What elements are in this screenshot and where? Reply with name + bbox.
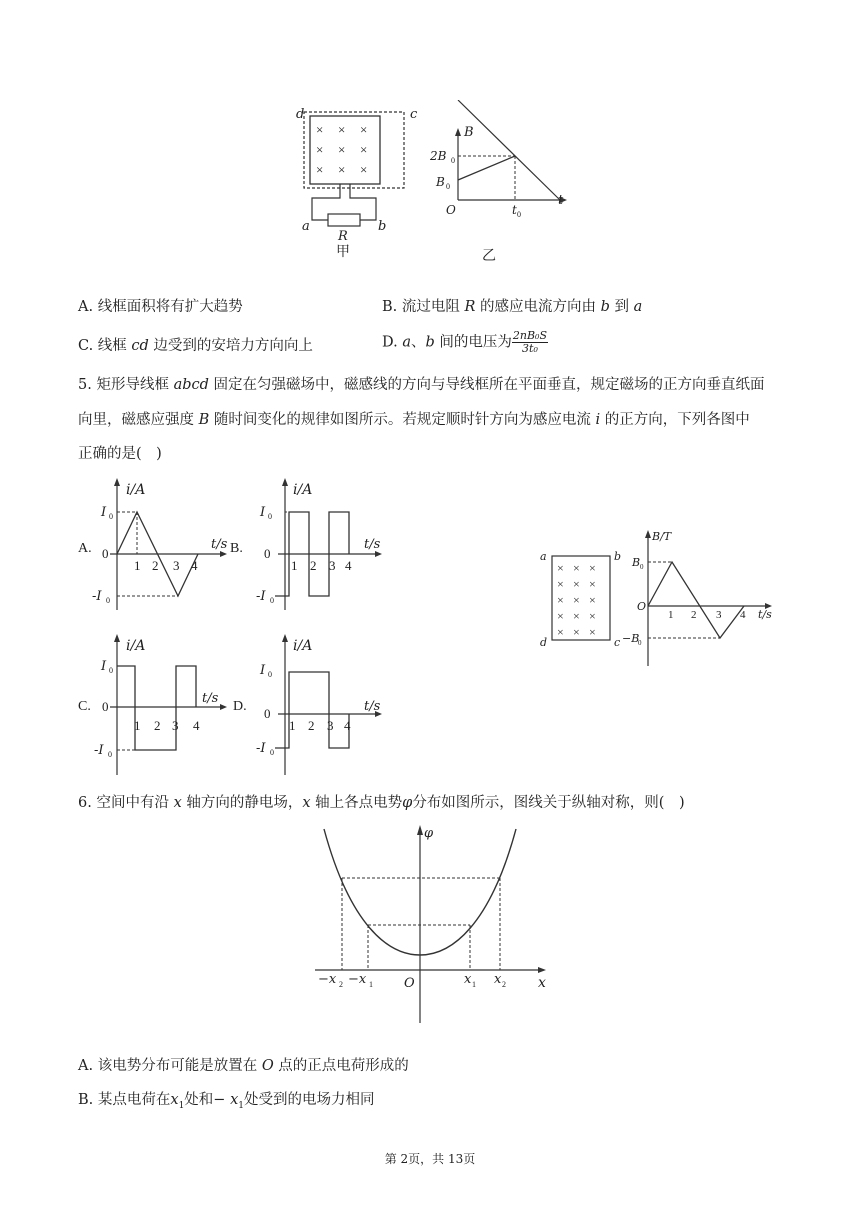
- svg-text:-I: -I: [94, 743, 104, 758]
- label-x1: x: [464, 972, 472, 987]
- svg-text:0: 0: [109, 512, 113, 521]
- figure-jia: [296, 107, 418, 260]
- q5-frame-and-bt-graph: [540, 530, 772, 666]
- svg-text:×: ×: [589, 561, 596, 575]
- svg-text:2: 2: [310, 558, 317, 573]
- q5-stem-line1: 5. 矩形导线框 abcd 固定在匀强磁场中，磁感线的方向与导线框所在平面垂直，规定磁场的正方向垂直纸面: [78, 377, 765, 393]
- svg-text:t/s: t/s: [202, 691, 219, 706]
- svg-text:×: ×: [573, 577, 580, 591]
- svg-text:2: 2: [691, 609, 697, 621]
- label-x: x: [538, 975, 546, 991]
- label-t: t: [558, 193, 564, 208]
- svg-text:2: 2: [339, 980, 343, 989]
- svg-text:×: ×: [338, 142, 346, 157]
- voltage-fraction: $\frac{\text{2nB₀S}}{\text{3t₀}}$: [512, 329, 548, 355]
- label-O: O: [404, 976, 415, 991]
- svg-text:t/s: t/s: [758, 608, 772, 621]
- page-footer: 第 2页，共 13页: [384, 1152, 476, 1166]
- svg-text:0: 0: [108, 750, 112, 759]
- svg-text:4: 4: [345, 558, 352, 573]
- label-B: B: [464, 125, 474, 140]
- svg-text:-I: -I: [256, 741, 266, 756]
- option-label-d: D.: [233, 699, 247, 714]
- label-phi: φ: [424, 826, 434, 841]
- option-label-b: B.: [230, 541, 243, 556]
- label-x2: x: [494, 972, 502, 987]
- svg-text:2: 2: [502, 980, 506, 989]
- svg-text:t/s: t/s: [364, 537, 381, 552]
- label-a: a: [302, 219, 310, 234]
- svg-text:−B: −B: [622, 632, 640, 645]
- svg-text:I: I: [101, 505, 107, 520]
- svg-text:×: ×: [557, 561, 564, 575]
- svg-text:×: ×: [573, 593, 580, 607]
- svg-text:1: 1: [134, 558, 141, 573]
- svg-text:×: ×: [589, 593, 596, 607]
- svg-text:I: I: [101, 659, 107, 674]
- svg-text:×: ×: [360, 142, 368, 157]
- svg-text:1: 1: [369, 980, 373, 989]
- label-B0: B: [436, 175, 445, 189]
- svg-text:×: ×: [557, 609, 564, 623]
- q6-option-b[interactable]: B. 某点电荷在$x_1$处和− $x_1$处受到的电场力相同: [78, 1092, 375, 1111]
- svg-text:4: 4: [191, 558, 198, 573]
- svg-text:i/A: i/A: [293, 638, 313, 654]
- svg-text:1: 1: [289, 718, 296, 733]
- svg-text:×: ×: [316, 142, 324, 157]
- svg-text:×: ×: [589, 609, 596, 623]
- caption-yi: 乙: [482, 249, 496, 264]
- q4-option-a[interactable]: A. 线框面积将有扩大趋势: [78, 299, 243, 315]
- svg-text:t/s: t/s: [364, 699, 381, 714]
- svg-text:b: b: [614, 550, 622, 563]
- svg-text:-I: -I: [256, 589, 266, 604]
- svg-text:×: ×: [338, 122, 346, 137]
- svg-text:×: ×: [557, 593, 564, 607]
- svg-text:×: ×: [573, 561, 580, 575]
- svg-text:t/s: t/s: [211, 537, 228, 552]
- svg-text:3: 3: [172, 718, 179, 733]
- q5-stem-line3: 正确的是( ): [78, 446, 162, 462]
- svg-text:4: 4: [740, 609, 746, 621]
- svg-text:1: 1: [472, 980, 476, 989]
- svg-text:0: 0: [109, 666, 113, 675]
- svg-text:3: 3: [329, 558, 336, 573]
- label-t0: t: [512, 203, 517, 217]
- svg-text:3: 3: [173, 558, 180, 573]
- q4-option-b[interactable]: B. 流过电阻 R 的感应电流方向由 b 到 a: [382, 299, 643, 315]
- q5-graphs: [70, 470, 790, 780]
- svg-text:I: I: [260, 663, 266, 678]
- svg-text:0: 0: [638, 639, 642, 647]
- q6-potential-graph: [310, 815, 560, 1027]
- label-O: O: [446, 203, 456, 217]
- svg-text:×: ×: [338, 162, 346, 177]
- q6-option-a[interactable]: A. 该电势分布可能是放置在 O 点的正点电荷形成的: [78, 1058, 409, 1074]
- svg-text:×: ×: [589, 577, 596, 591]
- svg-text:i/A: i/A: [293, 482, 313, 498]
- option-label-a: A.: [78, 541, 92, 556]
- svg-text:3: 3: [716, 609, 722, 621]
- svg-text:2: 2: [308, 718, 315, 733]
- label-neg-x2: −x: [318, 972, 337, 987]
- svg-text:×: ×: [589, 625, 596, 639]
- option-label-c: C.: [78, 699, 91, 714]
- svg-text:B/T: B/T: [652, 530, 672, 543]
- graph-d: [233, 638, 381, 757]
- svg-text:0: 0: [268, 670, 272, 679]
- svg-text:i/A: i/A: [126, 482, 146, 498]
- svg-text:i/A: i/A: [126, 638, 146, 654]
- q4-option-c[interactable]: C. 线框 cd 边受到的安培力方向向上: [78, 338, 313, 354]
- svg-text:B: B: [632, 556, 641, 569]
- svg-text:4: 4: [344, 718, 351, 733]
- svg-text:0: 0: [102, 699, 109, 714]
- svg-text:3: 3: [327, 718, 334, 733]
- svg-text:0: 0: [106, 596, 110, 605]
- svg-text:×: ×: [557, 625, 564, 639]
- svg-text:×: ×: [316, 162, 324, 177]
- graph-b: [230, 482, 381, 605]
- svg-text:d: d: [540, 636, 548, 649]
- svg-text:a: a: [540, 550, 547, 563]
- svg-text:2: 2: [154, 718, 161, 733]
- svg-text:c: c: [614, 636, 621, 649]
- svg-text:4: 4: [193, 718, 200, 733]
- svg-text:0: 0: [270, 596, 274, 605]
- svg-text:2: 2: [152, 558, 159, 573]
- label-b: b: [378, 219, 387, 234]
- svg-text:×: ×: [573, 625, 580, 639]
- svg-text:-I: -I: [92, 589, 102, 604]
- svg-text:1: 1: [134, 718, 141, 733]
- svg-text:×: ×: [573, 609, 580, 623]
- label-neg-x1: −x: [348, 972, 367, 987]
- svg-text:1: 1: [668, 609, 674, 621]
- svg-text:×: ×: [557, 577, 564, 591]
- svg-text:O: O: [637, 600, 647, 613]
- svg-text:0: 0: [640, 563, 644, 571]
- label-d: d: [296, 107, 305, 122]
- svg-text:0: 0: [270, 748, 274, 757]
- top-figure: [290, 100, 580, 270]
- q6-stem: 6. 空间中有沿 x 轴方向的静电场，x 轴上各点电势φ分布如图所示，图线关于纵轴对称，则( ): [78, 795, 685, 811]
- svg-text:0: 0: [446, 182, 450, 191]
- graph-c: [78, 638, 219, 759]
- svg-text:0: 0: [102, 546, 109, 561]
- label-R: R: [338, 229, 348, 244]
- svg-text:I: I: [260, 505, 266, 520]
- svg-text:0: 0: [268, 512, 272, 521]
- label-2B0: 2B: [430, 149, 447, 163]
- svg-text:×: ×: [316, 122, 324, 137]
- svg-text:×: ×: [360, 122, 368, 137]
- label-c: c: [410, 107, 418, 122]
- figure-yi: [429, 100, 567, 264]
- svg-text:0: 0: [264, 706, 271, 721]
- caption-jia: 甲: [336, 245, 350, 260]
- svg-text:0: 0: [264, 546, 271, 561]
- q4-option-d[interactable]: D. a、b 间的电压为 $\frac{\text{2nB₀S}}{\text{3t₀}}$: [382, 329, 548, 355]
- svg-text:×: ×: [360, 162, 368, 177]
- svg-text:0: 0: [517, 210, 521, 219]
- q5-stem-line2: 向里，磁感应强度 B 随时间变化的规律如图所示。若规定顺时针方向为感应电流 i 的正方向，下列各图中: [78, 412, 750, 428]
- graph-a: [78, 482, 228, 605]
- svg-text:0: 0: [451, 156, 455, 165]
- svg-text:1: 1: [291, 558, 298, 573]
